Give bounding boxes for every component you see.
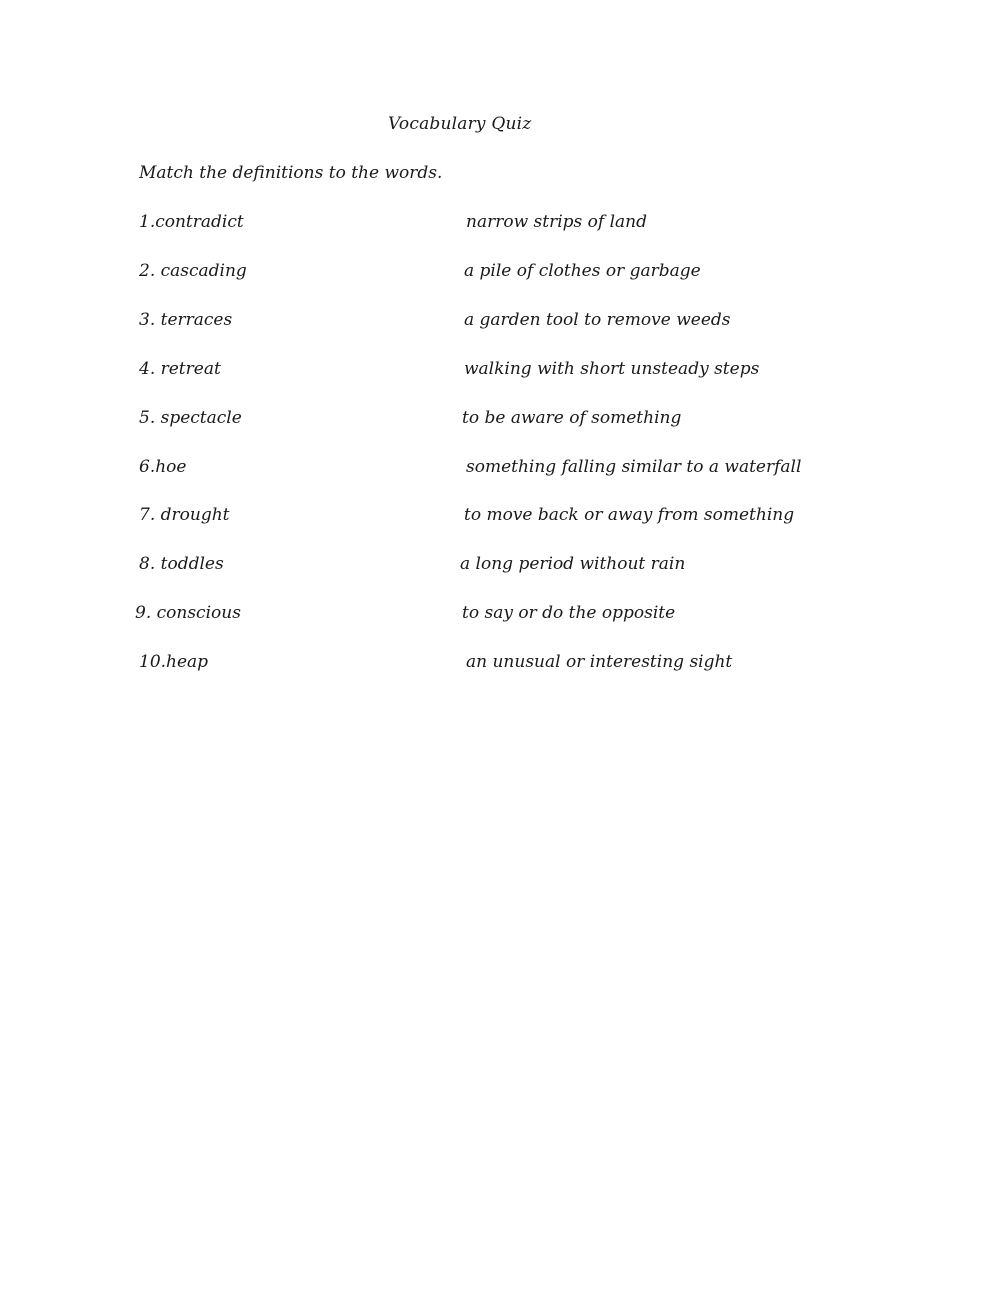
quiz-title: Vocabulary Quiz (388, 114, 532, 134)
quiz-instructions: Match the definitions to the words. (139, 163, 443, 183)
vocab-definition: to say or do the opposite (462, 603, 676, 623)
vocab-definition: a garden tool to remove weeds (464, 310, 731, 330)
vocab-word: 4. retreat (139, 359, 221, 379)
vocab-word: 9. conscious (135, 603, 241, 623)
vocab-definition: a long period without rain (460, 554, 686, 574)
vocab-definition: narrow strips of land (466, 212, 647, 232)
quiz-row-4 (0, 359, 1000, 389)
vocab-word: 10.heap (139, 652, 209, 672)
vocab-word: 2. cascading (139, 261, 247, 281)
vocab-word: 7. drought (139, 505, 230, 525)
vocab-definition: to move back or away from something (464, 505, 795, 525)
vocab-word: 1.contradict (139, 212, 244, 232)
vocab-word: 8. toddles (139, 554, 224, 574)
vocab-word: 5. spectacle (139, 408, 242, 428)
quiz-row-6 (0, 457, 1000, 487)
quiz-row-2 (0, 261, 1000, 291)
vocab-word: 6.hoe (139, 457, 187, 477)
quiz-row-1 (0, 212, 1000, 242)
quiz-row-7 (0, 505, 1000, 535)
quiz-row-3 (0, 310, 1000, 340)
vocab-definition: walking with short unsteady steps (464, 359, 760, 379)
quiz-row-8 (0, 554, 1000, 584)
quiz-row-10 (0, 652, 1000, 682)
vocab-definition: a pile of clothes or garbage (464, 261, 701, 281)
vocab-definition: something falling similar to a waterfall (466, 457, 802, 477)
vocab-word: 3. terraces (139, 310, 233, 330)
quiz-row-9 (0, 603, 1000, 633)
vocab-definition: an unusual or interesting sight (466, 652, 733, 672)
quiz-row-5 (0, 408, 1000, 438)
vocab-definition: to be aware of something (462, 408, 682, 428)
